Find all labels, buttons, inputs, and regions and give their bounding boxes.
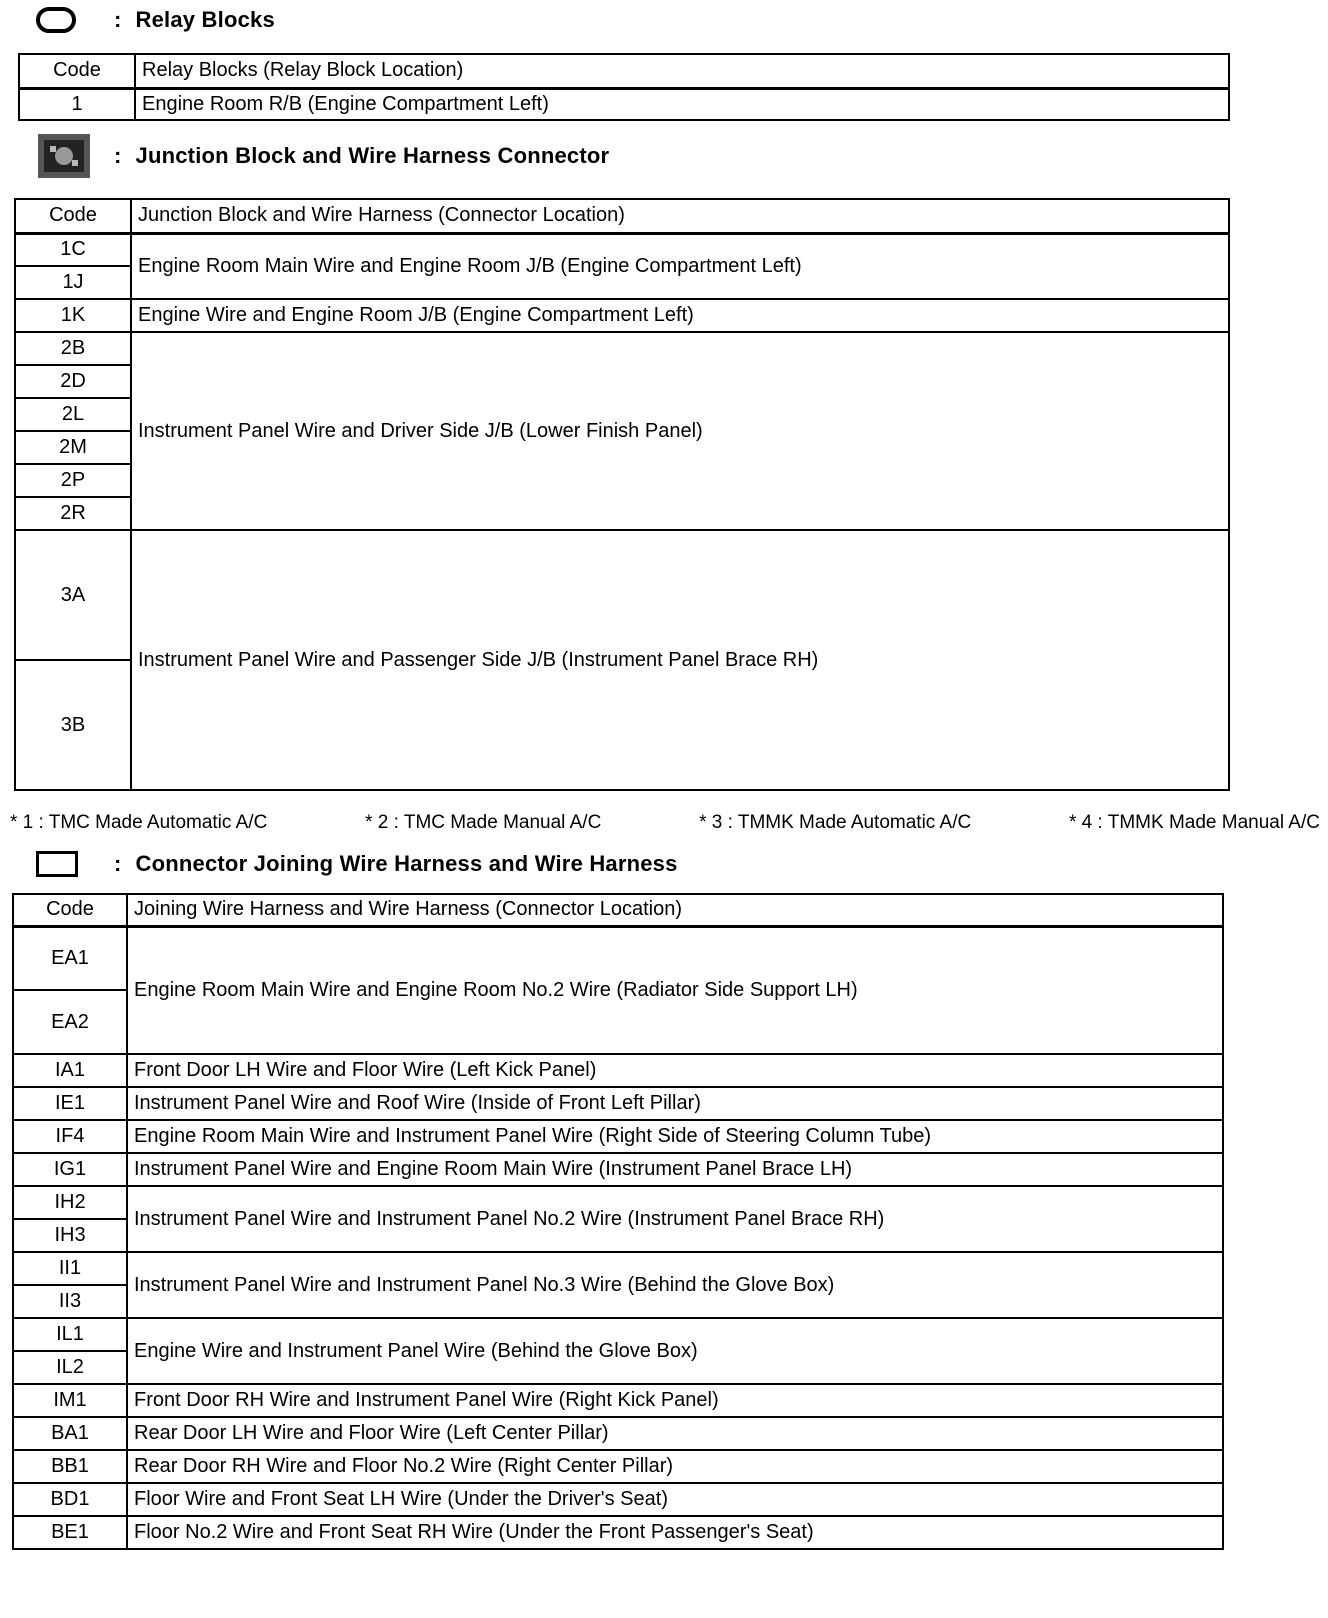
jb-desc-cell: Instrument Panel Wire and Passenger Side J/B (Instrument Panel Brace RH)	[131, 530, 1229, 790]
conn-desc-header: Joining Wire Harness and Wire Harness (Connector Location)	[127, 894, 1223, 926]
conn-code-cell: IH3	[13, 1219, 127, 1252]
conn-code-cell: BD1	[13, 1483, 127, 1516]
relay-desc-header: Relay Blocks (Relay Block Location)	[135, 54, 1229, 88]
jb-code-cell: 1J	[15, 266, 131, 299]
conn-code-cell: IL1	[13, 1318, 127, 1351]
jb-section-heading: : Junction Block and Wire Harness Connector	[36, 138, 609, 174]
conn-code-cell: BB1	[13, 1450, 127, 1483]
conn-desc-cell: Floor No.2 Wire and Front Seat RH Wire (Under the Front Passenger's Seat)	[127, 1516, 1223, 1549]
footnote: * 1 : TMC Made Automatic A/C	[10, 812, 268, 833]
rounded-rect-icon	[36, 7, 76, 33]
conn-desc-cell: Front Door LH Wire and Floor Wire (Left Kick Panel)	[127, 1054, 1223, 1087]
conn-code-cell: II3	[13, 1285, 127, 1318]
conn-desc-cell: Instrument Panel Wire and Instrument Panel No.3 Wire (Behind the Glove Box)	[127, 1252, 1223, 1318]
conn-desc-cell: Engine Room Main Wire and Engine Room No.2 Wire (Radiator Side Support LH)	[127, 926, 1223, 1054]
jb-code-cell: 3A	[15, 530, 131, 660]
relay-section-title: Relay Blocks	[135, 7, 275, 32]
conn-code-cell: BA1	[13, 1417, 127, 1450]
jb-desc-cell: Instrument Panel Wire and Driver Side J/B (Lower Finish Panel)	[131, 332, 1229, 530]
relay-code-cell: 1	[19, 88, 135, 120]
conn-desc-cell: Engine Room Main Wire and Instrument Panel Wire (Right Side of Steering Column Tube)	[127, 1120, 1223, 1153]
jb-code-cell: 2P	[15, 464, 131, 497]
jb-code-cell: 2D	[15, 365, 131, 398]
footnote: * 4 : TMMK Made Manual A/C	[1069, 812, 1320, 833]
conn-code-cell: II1	[13, 1252, 127, 1285]
square-icon	[36, 851, 78, 877]
conn-code-cell: IG1	[13, 1153, 127, 1186]
jb-code-cell: 3B	[15, 660, 131, 790]
conn-code-header: Code	[13, 894, 127, 926]
relay-table	[18, 53, 1230, 121]
jb-table	[14, 198, 1230, 791]
footnotes	[10, 812, 1320, 834]
conn-code-cell: BE1	[13, 1516, 127, 1549]
conn-desc-cell: Instrument Panel Wire and Roof Wire (Inside of Front Left Pillar)	[127, 1087, 1223, 1120]
conn-code-cell: EA2	[13, 990, 127, 1054]
conn-code-cell: IE1	[13, 1087, 127, 1120]
conn-code-cell: EA1	[13, 926, 127, 990]
footnote: * 3 : TMMK Made Automatic A/C	[699, 812, 972, 833]
conn-desc-cell: Instrument Panel Wire and Instrument Panel No.2 Wire (Instrument Panel Brace RH)	[127, 1186, 1223, 1252]
conn-code-cell: IA1	[13, 1054, 127, 1087]
conn-code-cell: IF4	[13, 1120, 127, 1153]
jb-code-cell: 2L	[15, 398, 131, 431]
junction-block-icon	[36, 132, 92, 180]
conn-desc-cell: Rear Door RH Wire and Floor No.2 Wire (Right Center Pillar)	[127, 1450, 1223, 1483]
relay-desc-cell: Engine Room R/B (Engine Compartment Left)	[135, 88, 1229, 120]
conn-code-cell: IH2	[13, 1186, 127, 1219]
conn-section-heading: : Connector Joining Wire Harness and Wire Harness	[36, 846, 678, 882]
conn-desc-cell: Rear Door LH Wire and Floor Wire (Left Center Pillar)	[127, 1417, 1223, 1450]
conn-desc-cell: Instrument Panel Wire and Engine Room Main Wire (Instrument Panel Brace LH)	[127, 1153, 1223, 1186]
jb-code-header: Code	[15, 199, 131, 233]
conn-code-cell: IL2	[13, 1351, 127, 1384]
conn-desc-cell: Floor Wire and Front Seat LH Wire (Under the Driver's Seat)	[127, 1483, 1223, 1516]
conn-code-cell: IM1	[13, 1384, 127, 1417]
conn-desc-cell: Engine Wire and Instrument Panel Wire (Behind the Glove Box)	[127, 1318, 1223, 1384]
jb-code-cell: 1C	[15, 233, 131, 266]
relay-code-header: Code	[19, 54, 135, 88]
footnote: * 2 : TMC Made Manual A/C	[365, 812, 602, 833]
relay-section-heading: : Relay Blocks	[36, 2, 275, 38]
jb-desc-header: Junction Block and Wire Harness (Connector Location)	[131, 199, 1229, 233]
conn-section-title: Connector Joining Wire Harness and Wire Harness	[135, 851, 678, 876]
jb-desc-cell: Engine Room Main Wire and Engine Room J/B (Engine Compartment Left)	[131, 233, 1229, 299]
conn-table	[12, 893, 1224, 1550]
jb-section-title: Junction Block and Wire Harness Connector	[135, 143, 610, 168]
jb-code-cell: 2B	[15, 332, 131, 365]
jb-code-cell: 2R	[15, 497, 131, 530]
jb-code-cell: 2M	[15, 431, 131, 464]
jb-desc-cell: Engine Wire and Engine Room J/B (Engine Compartment Left)	[131, 299, 1229, 332]
conn-desc-cell: Front Door RH Wire and Instrument Panel Wire (Right Kick Panel)	[127, 1384, 1223, 1417]
jb-code-cell: 1K	[15, 299, 131, 332]
